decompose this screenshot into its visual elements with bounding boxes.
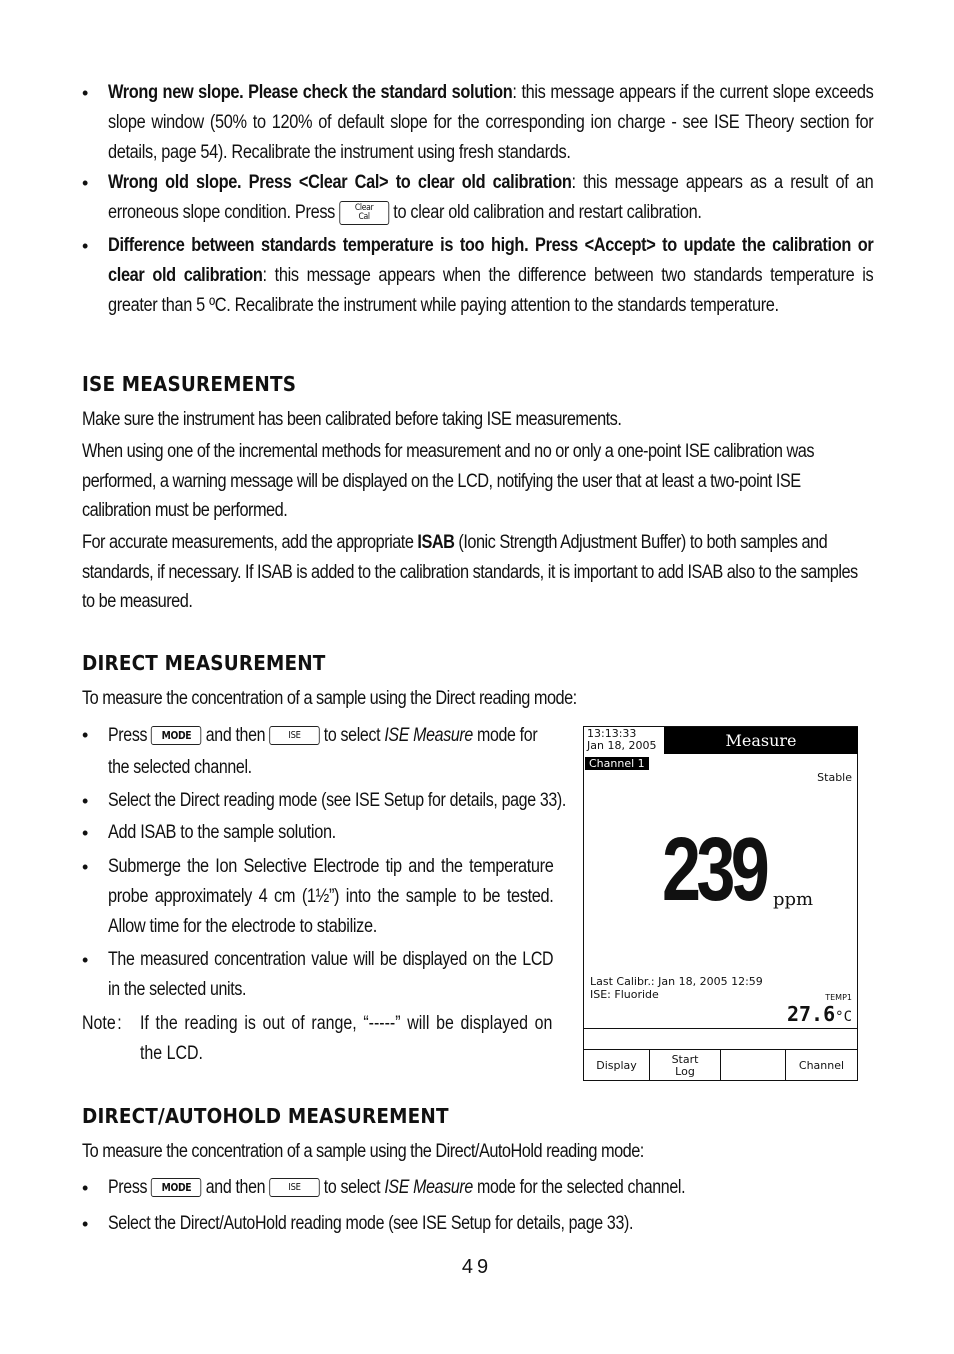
clear-cal-key — [339, 201, 389, 225]
bullet-body: : this message appears as a result of an erroneous slope condition. Press — [108, 172, 874, 223]
lcd-softkey-bar — [584, 1028, 857, 1080]
note-text: If the reading is out of range, “-----” will be displayed on the LCD. — [139, 1013, 553, 1064]
softkey-empty[interactable] — [721, 1050, 786, 1081]
paragraph: To measure the concentration of a sample using the Direct/AutoHold reading mode: — [82, 1141, 644, 1162]
note — [82, 1009, 552, 1068]
step-text: mode for the selected channel. — [477, 1177, 686, 1198]
bullet-temperature-difference — [82, 231, 874, 321]
ise-key: ISE — [269, 1178, 319, 1197]
ise-measure-mode: ISE Measure — [384, 1177, 473, 1198]
ise-key: ISE — [269, 726, 319, 745]
softkey-channel[interactable]: Channel — [798, 1058, 845, 1072]
lcd-temp-label: TEMP1 — [825, 993, 852, 1002]
step-add-isab — [82, 818, 552, 848]
bullet-text: • Select the Direct reading mode (see ISE Setup for details, page 33). — [108, 790, 566, 811]
lcd-temp-number: 27.6 — [786, 1002, 836, 1026]
note-label: Note — [82, 1013, 116, 1034]
bullet-wrong-new-slope — [82, 78, 874, 168]
page-number: 49 — [461, 1256, 493, 1278]
section-heading-direct-autohold: DIRECT/AUTOHOLD MEASUREMENT — [82, 1104, 449, 1128]
paragraph-text: For accurate measurements, add the appropriate — [82, 532, 418, 553]
bullet-text: • The measured concentration value will be displayed on the LCD in the selected units. — [108, 949, 554, 1000]
bullet-lead: Wrong old slope. Press <Clear Cal> to clear old calibration — [108, 172, 572, 193]
autohold-step-select-mode — [82, 1209, 882, 1239]
bullet-text: • Select the Direct/AutoHold reading mode (see ISE Setup for details, page 33). — [108, 1213, 634, 1234]
step-value-displayed — [82, 945, 552, 1005]
step-text: mode for the selected channel. — [108, 725, 538, 778]
lcd-temp-unit: °C — [835, 1009, 852, 1025]
paragraph-isab — [82, 528, 871, 617]
bullet-text: • Submerge the Ion Selective Electrode tip and the temperature probe approximately 4 cm (1½”) into the sample to be tested. Allow time for the electrode to stabilize. — [108, 856, 554, 937]
isab-term: ISAB — [417, 532, 455, 553]
lcd-time: 13:13:33 — [587, 727, 637, 740]
softkey-start-log[interactable]: Start Log — [650, 1050, 721, 1081]
paragraph: When using one of the incremental methods for measurement and no or only a one-point ISE calibration was performed, a warning message will be displayed on the LCD, notifying the user that at least a two-point ISE calibration must be performed. — [82, 441, 815, 521]
paragraph: To measure the concentration of a sample using the Direct reading mode: — [82, 688, 577, 709]
lcd-date: Jan 18, 2005 — [587, 739, 657, 752]
step-text: to select — [323, 1177, 381, 1198]
bullet-body: : this message appears if the current slope exceeds slope window (50% to 120% of default slope for the corresponding ion charge - see ISE Theory section for details, page 54). Recalibrate the instrument using fresh standards. — [108, 82, 874, 163]
step-submerge — [82, 852, 552, 942]
autohold-step-press-mode — [82, 1173, 882, 1203]
lcd-last-calibration: Last Calibr.: Jan 18, 2005 12:59 — [590, 975, 763, 988]
lcd-datetime — [587, 728, 656, 752]
bullet-text — [108, 1173, 864, 1203]
lcd-stability-status: Stable — [817, 771, 852, 784]
lcd-ise-type: ISE: Fluoride — [590, 988, 659, 1001]
bullet-body: to clear old calibration and restart calibration. — [393, 202, 702, 223]
step-press-mode — [82, 720, 552, 784]
bullet-lead: Wrong new slope. Please check the standard solution — [108, 82, 513, 103]
step-text: and then — [205, 1177, 266, 1198]
step-text: to select — [323, 725, 381, 746]
bullet-text — [108, 231, 873, 321]
lcd-reading-unit: ppm — [773, 889, 814, 910]
section-heading-direct-measurement: DIRECT MEASUREMENT — [82, 651, 326, 675]
paragraph: Make sure the instrument has been calibrated before taking ISE measurements. — [82, 409, 622, 430]
note-colon: : — [117, 1013, 122, 1034]
bullet-lead: Difference between standards temperature is too high. Press <Accept> to update the calibration or clear old calibration — [108, 235, 874, 286]
lcd-reading-value: 239 — [662, 820, 766, 920]
lcd-calibration-info — [590, 975, 763, 1001]
bullet-body: : this message appears when the difference between two standards temperature is greater than 5 ºC. Recalibrate the instrument while paying attention to the standards temperature. — [108, 265, 874, 316]
bullet-text: • Add ISAB to the sample solution. — [108, 822, 336, 843]
step-text: and then — [205, 725, 266, 746]
mode-key: MODE — [151, 726, 201, 745]
lcd-channel-badge: Channel 1 — [585, 757, 649, 770]
bullet-wrong-old-slope — [82, 168, 874, 228]
softkey-display[interactable]: Display — [584, 1050, 650, 1081]
bullet-text — [108, 168, 873, 228]
paragraph-text: (Ionic Strength Adjustment Buffer) to both samples and standards, if necessary. If ISAB is added to the calibration standards, it is important to add ISAB also to the samples to be measured. — [82, 532, 858, 612]
step-text: Press — [108, 725, 148, 746]
lcd-title: Measure — [664, 727, 858, 754]
bullet-text — [108, 720, 553, 784]
key-label: Cal — [358, 211, 370, 222]
bullet-text — [108, 78, 873, 168]
step-select-direct — [82, 786, 566, 816]
section-heading-ise-measurements: ISE MEASUREMENTS — [82, 372, 297, 396]
lcd-temperature — [787, 1002, 852, 1026]
key-label: Clear — [354, 202, 374, 213]
ise-measure-mode: ISE Measure — [384, 725, 473, 746]
step-text: Press — [108, 1177, 148, 1198]
lcd-display — [583, 726, 858, 1081]
mode-key: MODE — [151, 1178, 201, 1197]
